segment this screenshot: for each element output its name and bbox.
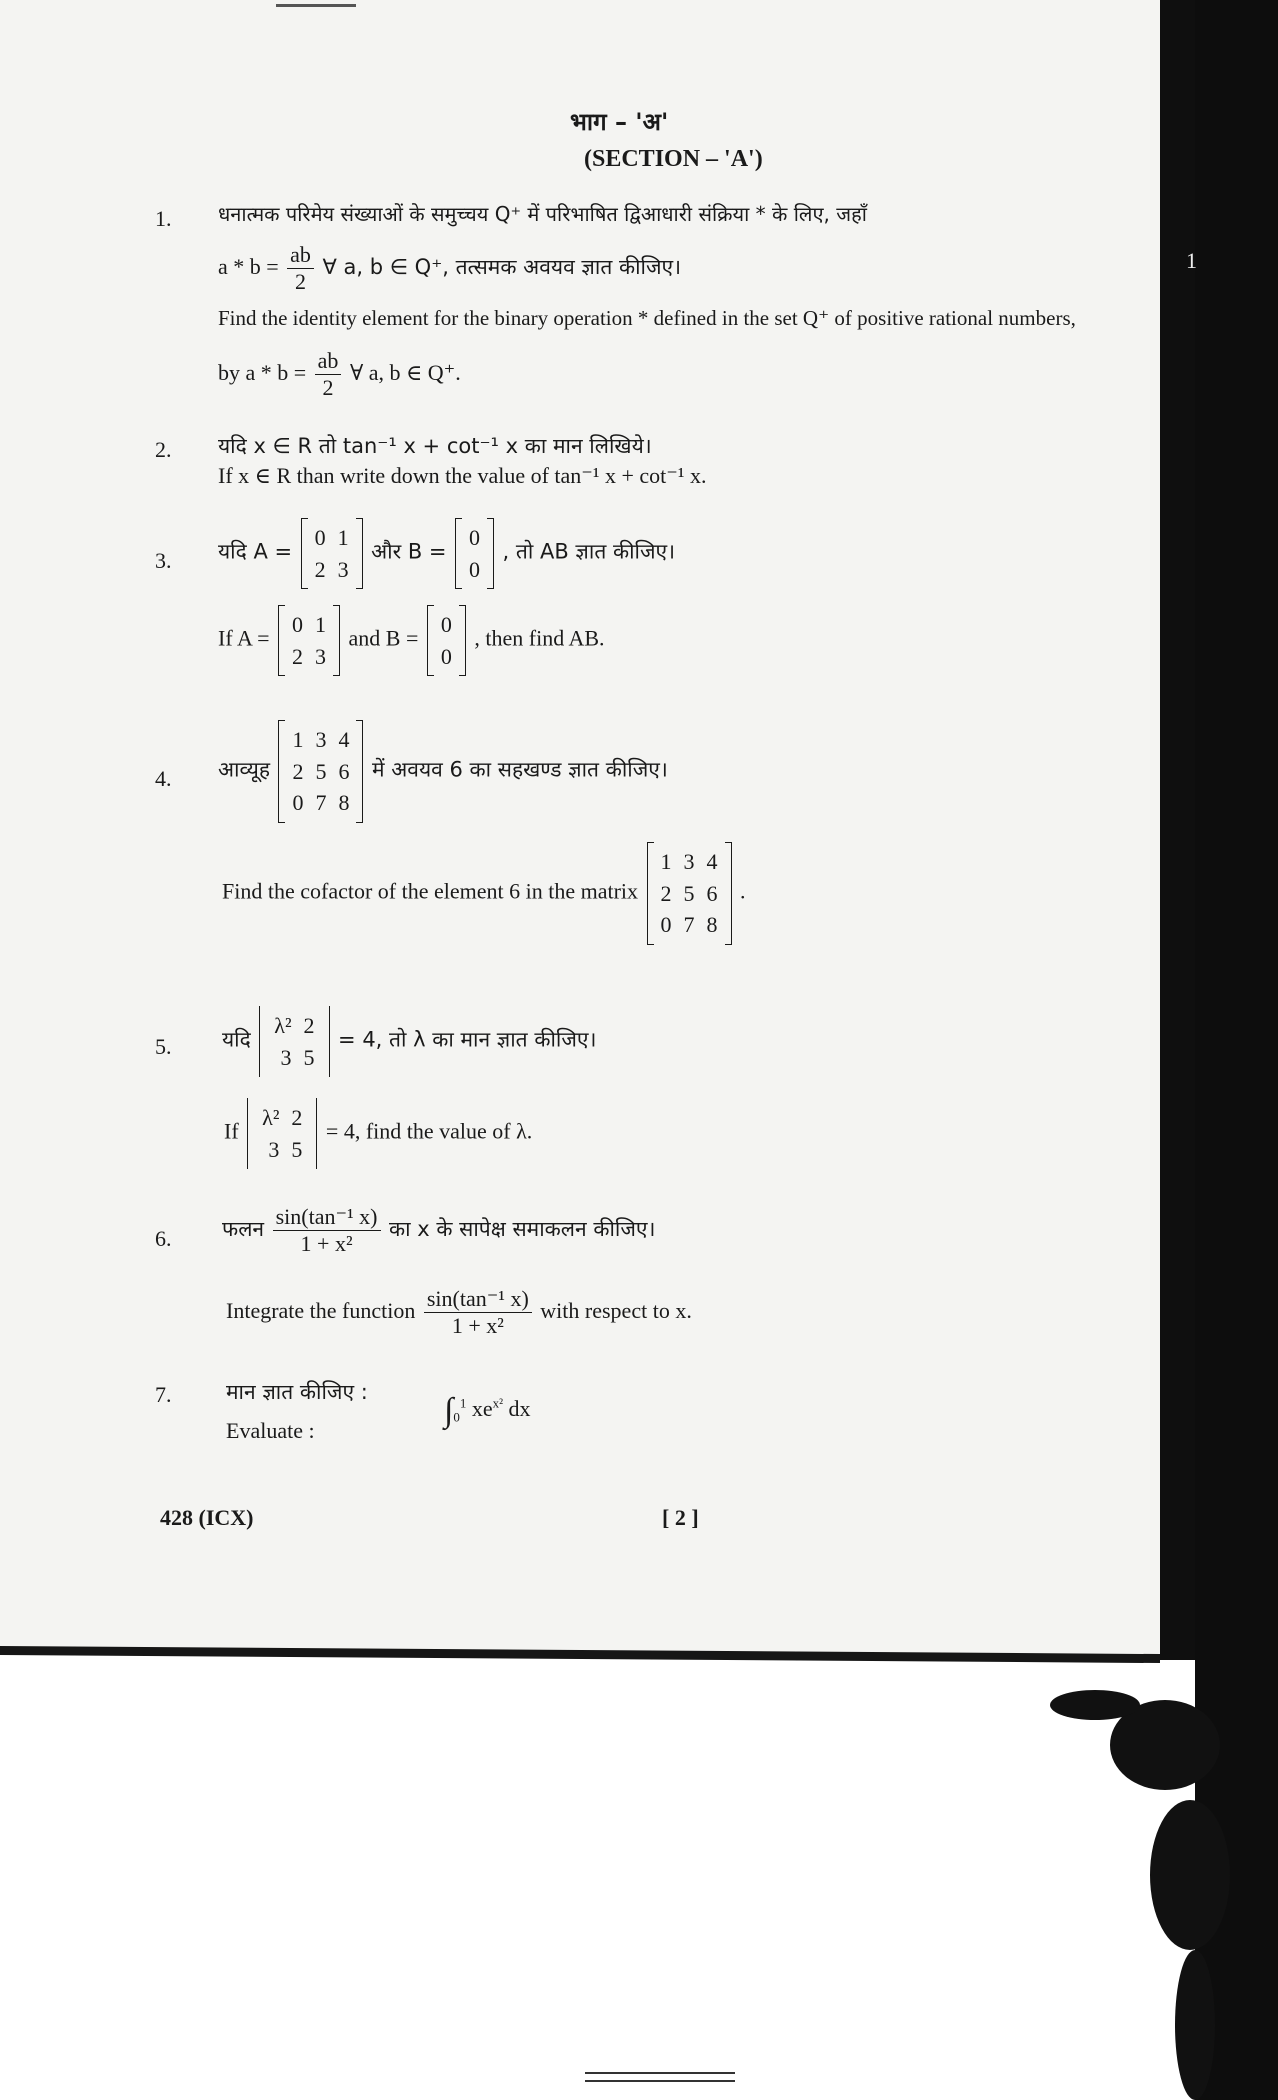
question-number: 1. bbox=[155, 206, 172, 231]
q5-hindi-line: यदि λ² 2 3 5 = 4, तो λ का मान ज्ञात कीजिए। bbox=[222, 1006, 597, 1077]
matrix-A-cell: 0 bbox=[292, 612, 304, 637]
q5-english-line: If λ² 2 3 5 = 4, find the value of λ. bbox=[224, 1098, 532, 1169]
section-title-hindi: भाग – 'अ' bbox=[570, 108, 669, 136]
section-title-english: (SECTION – 'A') bbox=[584, 146, 763, 172]
q6-english-line: Integrate the function $\frac{\text{sin(tan⁻¹ x)}}{\text{1 + x²}}$ with respect to x. bbox=[226, 1286, 692, 1339]
matrix-M-cell: 5 bbox=[315, 758, 327, 784]
question-number: 6. bbox=[155, 1226, 172, 1251]
q2-english-text: If x ∈ R than write down the value of tan⁻¹ x + cot⁻¹ x. bbox=[218, 463, 707, 488]
determinant-cell: 3 bbox=[268, 1136, 280, 1162]
matrix-B-cell: 0 bbox=[440, 643, 452, 669]
matrix-M-cell: 1 bbox=[292, 727, 304, 752]
q1-english-text: Find the identity element for the binary operation * defined in the set Q⁺ of positive rational numbers, bbox=[218, 306, 1076, 330]
determinant-en bbox=[247, 1098, 317, 1169]
scan-mark bbox=[276, 4, 356, 7]
matrix-B-en bbox=[427, 605, 466, 676]
q1-fraction: $\frac{ab}{2}$ bbox=[287, 242, 314, 296]
matrix-M-cell: 2 bbox=[292, 758, 304, 784]
scan-blot bbox=[1050, 1690, 1140, 1720]
matrix-B-cell: 0 bbox=[440, 612, 452, 637]
matrix-M-cell: 7 bbox=[315, 790, 327, 816]
matrix-A-cell: 3 bbox=[337, 556, 349, 582]
scan-dark-border-lower bbox=[1195, 0, 1278, 2100]
matrix-B bbox=[455, 518, 494, 589]
paper-background bbox=[0, 1655, 1278, 2100]
q1-english-formula: by a * b = $\frac{ab}{2}$ ∀ a, b ∈ Q⁺. bbox=[218, 348, 461, 401]
matrix-A-cell: 1 bbox=[315, 612, 327, 637]
matrix-M-en bbox=[647, 842, 732, 945]
q7-english-text: Evaluate : bbox=[226, 1418, 315, 1443]
determinant-cell: 5 bbox=[291, 1136, 303, 1162]
q7-integral: $\int_0^1$ $xe^{x^2}$ dx bbox=[444, 1392, 531, 1429]
question-number: 4. bbox=[155, 766, 172, 791]
q7-hindi-text: मान ज्ञात कीजिए : bbox=[226, 1380, 368, 1404]
determinant-cell: λ² bbox=[262, 1105, 280, 1130]
matrix-M-cell: 4 bbox=[706, 849, 718, 874]
determinant bbox=[259, 1006, 329, 1077]
q4-hindi-line: आव्यूह 1 3 4 2 5 6 0 7 8 में अवयव 6 का सहखण्ड ज्ञात कीजिए। bbox=[218, 720, 668, 823]
determinant-cell: λ² bbox=[274, 1013, 292, 1038]
matrix-A-cell: 2 bbox=[292, 643, 304, 669]
matrix-B-cell: 0 bbox=[469, 556, 481, 582]
page-number: [ 2 ] bbox=[662, 1505, 699, 1530]
q1-marks: 1 bbox=[1186, 248, 1197, 273]
matrix-M-cell: 8 bbox=[706, 912, 718, 938]
question-number: 7. bbox=[155, 1382, 172, 1407]
determinant-cell: 2 bbox=[303, 1013, 315, 1038]
q6-hindi-line: फलन $\frac{\text{sin(tan⁻¹ x)}}{\text{1 + x²}}$ का x के सापेक्ष समाकलन कीजिए। bbox=[222, 1204, 656, 1257]
q4-english-line: Find the cofactor of the element 6 in the matrix 1 3 4 2 5 6 0 7 8 . bbox=[222, 842, 746, 945]
q1-hindi-formula bbox=[218, 242, 681, 296]
matrix-B-cell: 0 bbox=[469, 525, 481, 550]
matrix-M-cell: 6 bbox=[706, 880, 718, 906]
question-number: 2. bbox=[155, 437, 172, 462]
matrix-M-cell: 1 bbox=[660, 849, 672, 874]
q1-hindi-tail: ∀ a, b ∈ Q⁺, तत्समक अवयव ज्ञात कीजिए। bbox=[322, 254, 682, 279]
matrix-A bbox=[301, 518, 363, 589]
matrix-M-cell: 6 bbox=[338, 758, 350, 784]
matrix-M-cell: 4 bbox=[338, 727, 350, 752]
matrix-A-cell: 1 bbox=[337, 525, 349, 550]
scan-blot bbox=[1175, 1950, 1215, 2100]
q6-fraction-en: $\frac{\text{sin(tan⁻¹ x)}}{\text{1 + x²}}$ bbox=[424, 1286, 532, 1340]
determinant-cell: 3 bbox=[280, 1044, 292, 1070]
q3-hindi-line: यदि A = 0 1 2 3 और B = 0 0 , तो AB ज्ञात कीजिए। bbox=[218, 518, 675, 589]
scan-mark bbox=[585, 2072, 735, 2082]
determinant-cell: 5 bbox=[303, 1044, 315, 1070]
question-number: 5. bbox=[155, 1034, 172, 1059]
matrix-M-cell: 3 bbox=[315, 727, 327, 752]
q6-fraction: $\frac{\text{sin(tan⁻¹ x)}}{\text{1 + x²}}$ bbox=[273, 1204, 381, 1258]
q1-hindi-text: धनात्मक परिमेय संख्याओं के समुच्चय Q⁺ में परिभाषित द्विआधारी संक्रिया * के लिए, जहाँ bbox=[218, 202, 867, 226]
matrix-A-en bbox=[278, 605, 340, 676]
matrix-A-cell: 0 bbox=[314, 525, 326, 550]
q1-fraction-en: $\frac{ab}{2}$ bbox=[315, 348, 342, 402]
question-number: 3. bbox=[155, 548, 172, 573]
q2-hindi-text: यदि x ∈ R तो tan⁻¹ x + cot⁻¹ x का मान लिखिये। bbox=[218, 434, 652, 458]
matrix-M-cell: 0 bbox=[292, 790, 304, 816]
matrix-M bbox=[278, 720, 363, 823]
matrix-M-cell: 8 bbox=[338, 790, 350, 816]
q3-english-line: If A = 0 1 2 3 and B = 0 0 , then find AB. bbox=[218, 605, 605, 676]
matrix-M-cell: 3 bbox=[683, 849, 695, 874]
matrix-M-cell: 0 bbox=[660, 912, 672, 938]
scan-blot bbox=[1150, 1800, 1230, 1950]
determinant-cell: 2 bbox=[291, 1105, 303, 1130]
q1-lhs: a * b = bbox=[218, 253, 279, 279]
matrix-M-cell: 7 bbox=[683, 912, 695, 938]
matrix-A-cell: 2 bbox=[314, 556, 326, 582]
matrix-M-cell: 5 bbox=[683, 880, 695, 906]
matrix-M-cell: 2 bbox=[660, 880, 672, 906]
matrix-A-cell: 3 bbox=[315, 643, 327, 669]
paper-code: 428 (ICX) bbox=[160, 1505, 254, 1530]
